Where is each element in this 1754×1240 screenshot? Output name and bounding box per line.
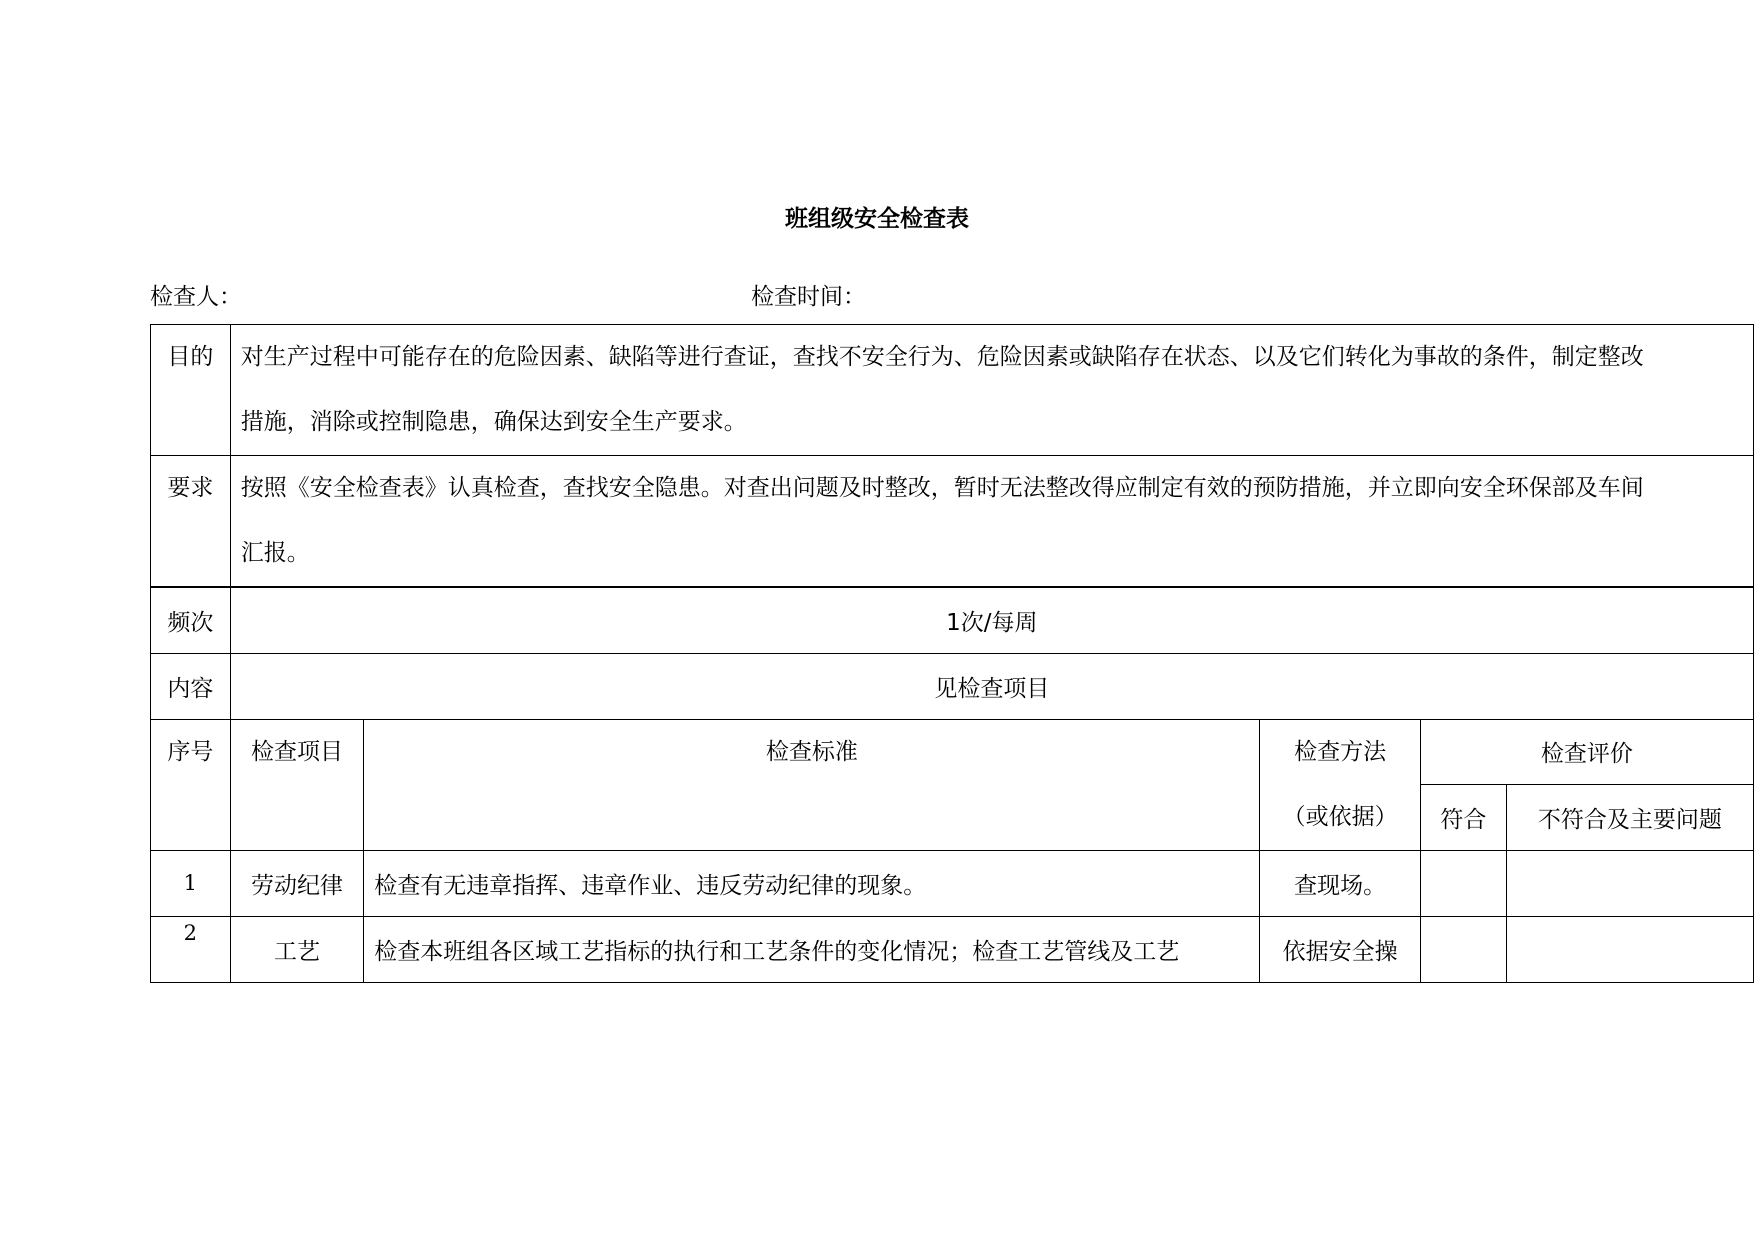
purpose-text-cell bbox=[230, 325, 1753, 456]
row-1-no: 1 bbox=[151, 850, 231, 916]
purpose-label-cell bbox=[151, 325, 231, 456]
row-2-no: 2 bbox=[151, 916, 231, 982]
row-1-conform bbox=[1420, 850, 1506, 916]
purpose-label: 目的 bbox=[167, 344, 214, 370]
header-standard bbox=[364, 719, 1260, 850]
frequency-label: 频次 bbox=[151, 587, 231, 653]
header-standard-text: 检查标准 bbox=[765, 738, 858, 765]
header-method-line-2: （或依据） bbox=[1282, 803, 1398, 830]
header-evaluation: 检查评价 bbox=[1420, 719, 1753, 785]
requirement-text-line-1: 按照《安全检查表》认真检查，查找安全隐患。对查出问题及时整改，暂时无法整改得应制定有效的预防措施，并立即向安全环保部及车间 bbox=[240, 475, 1644, 501]
content-value: 见检查项目 bbox=[230, 653, 1753, 719]
requirement-text-line-2: 汇报。 bbox=[240, 540, 310, 566]
frequency-value: 1次/每周 bbox=[230, 587, 1753, 653]
row-1-item: 劳动纪律 bbox=[230, 850, 364, 916]
table-row bbox=[151, 916, 1754, 982]
header-method bbox=[1260, 719, 1420, 850]
row-2-standard: 检查本班组各区域工艺指标的执行和工艺条件的变化情况；检查工艺管线及工艺 bbox=[364, 916, 1260, 982]
content-row bbox=[151, 653, 1754, 719]
row-1-nonconform bbox=[1506, 850, 1753, 916]
table-row bbox=[151, 850, 1754, 916]
row-1-standard: 检查有无违章指挥、违章作业、违反劳动纪律的现象。 bbox=[364, 850, 1260, 916]
page-title: 班组级安全检查表 bbox=[785, 205, 969, 232]
row-2-method: 依据安全操 bbox=[1260, 916, 1420, 982]
inspector-label: 检查人： bbox=[150, 284, 242, 310]
requirement-label-cell bbox=[151, 456, 231, 588]
requirement-text-cell bbox=[230, 456, 1753, 588]
requirement-row bbox=[151, 456, 1754, 588]
safety-checklist-table bbox=[150, 324, 1754, 983]
row-2-item: 工艺 bbox=[230, 916, 364, 982]
header-item-text: 检查项目 bbox=[251, 738, 343, 765]
content-label: 内容 bbox=[151, 653, 231, 719]
inspection-time-label: 检查时间： bbox=[751, 284, 866, 310]
row-2-conform bbox=[1420, 916, 1506, 982]
header-row-1 bbox=[151, 719, 1754, 785]
purpose-text-line-1: 对生产过程中可能存在的危险因素、缺陷等进行查证，查找不安全行为、危险因素或缺陷存在状态、以及它们转化为事故的条件，制定整改 bbox=[240, 344, 1644, 370]
row-1-method: 查现场。 bbox=[1260, 850, 1420, 916]
purpose-row bbox=[151, 325, 1754, 456]
purpose-text-line-2: 措施，消除或控制隐患，确保达到安全生产要求。 bbox=[240, 409, 747, 435]
header-nonconform: 不符合及主要问题 bbox=[1506, 785, 1753, 851]
header-item bbox=[230, 719, 364, 850]
frequency-row bbox=[151, 587, 1754, 653]
header-no-text: 序号 bbox=[167, 738, 214, 765]
header-conform: 符合 bbox=[1420, 785, 1506, 851]
row-2-nonconform bbox=[1506, 916, 1753, 982]
requirement-label: 要求 bbox=[167, 475, 214, 501]
header-method-line-1: 检查方法 bbox=[1294, 738, 1387, 765]
header-no bbox=[151, 719, 231, 850]
